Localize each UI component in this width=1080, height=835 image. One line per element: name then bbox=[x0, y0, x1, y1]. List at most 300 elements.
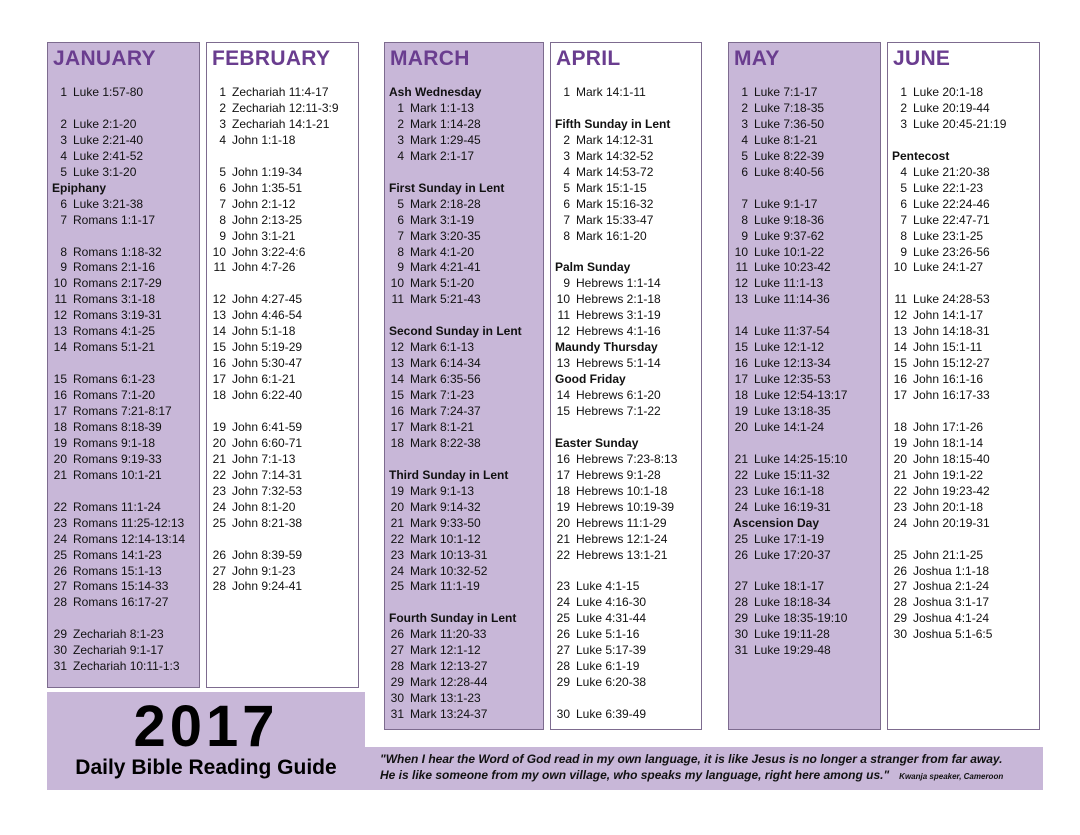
scripture-reference: Luke 6:39-49 bbox=[576, 707, 647, 722]
reading-entry bbox=[385, 484, 474, 498]
day-number: 24 bbox=[893, 515, 907, 530]
scripture-reference: John 7:14-31 bbox=[232, 467, 303, 482]
day-number: 1 bbox=[741, 85, 748, 99]
reading-entry bbox=[888, 165, 990, 179]
day-number: 17 bbox=[212, 372, 226, 387]
day-number: 5 bbox=[563, 180, 570, 195]
day-number: 9 bbox=[741, 228, 748, 243]
scripture-reference: Hebrews 12:1-24 bbox=[576, 531, 668, 546]
day-number: 23 bbox=[734, 483, 748, 498]
scripture-reference: Romans 9:19-33 bbox=[73, 451, 162, 466]
scripture-reference: Mark 14:32-52 bbox=[576, 148, 654, 163]
reading-entry bbox=[48, 245, 162, 259]
day-number: 24 bbox=[390, 563, 404, 578]
reading-entry bbox=[888, 260, 983, 274]
day-number: 3 bbox=[60, 132, 67, 147]
day-number: 3 bbox=[219, 116, 226, 131]
reading-entry bbox=[385, 420, 474, 434]
scripture-reference: Mark 5:1-20 bbox=[410, 276, 475, 291]
reading-entry bbox=[729, 260, 831, 274]
reading-entry bbox=[551, 276, 661, 290]
reading-entry bbox=[207, 292, 302, 306]
month-column-april bbox=[550, 42, 702, 730]
scripture-reference: Luke 6:20-38 bbox=[576, 675, 647, 690]
scripture-reference: Luke 17:20-37 bbox=[754, 547, 831, 562]
scripture-reference: Luke 16:1-18 bbox=[754, 483, 825, 498]
day-number: 7 bbox=[219, 196, 226, 211]
day-number: 16 bbox=[390, 404, 404, 418]
day-number: 29 bbox=[556, 675, 570, 690]
day-number: 2 bbox=[397, 116, 404, 131]
day-number: 23 bbox=[390, 547, 404, 562]
reading-entry bbox=[551, 404, 661, 418]
scripture-reference: Luke 6:1-19 bbox=[576, 659, 640, 674]
reading-entry bbox=[207, 165, 302, 179]
reading-entry bbox=[48, 197, 143, 211]
reading-entry bbox=[888, 579, 989, 593]
scripture-reference: Mark 13:24-37 bbox=[410, 707, 488, 722]
reading-entry bbox=[207, 117, 329, 131]
reading-entry bbox=[729, 133, 817, 147]
day-number: 5 bbox=[219, 164, 226, 179]
scripture-reference: Luke 22:47-71 bbox=[913, 212, 990, 227]
scripture-reference: Luke 7:18-35 bbox=[754, 100, 825, 115]
scripture-reference: Luke 13:18-35 bbox=[754, 404, 831, 418]
holiday-heading: First Sunday in Lent bbox=[389, 180, 505, 195]
day-number: 16 bbox=[734, 356, 748, 371]
day-number: 11 bbox=[735, 260, 748, 275]
holiday-heading: Maundy Thursday bbox=[555, 340, 658, 355]
reading-entry bbox=[48, 452, 162, 466]
scripture-reference: Luke 14:1-24 bbox=[754, 419, 825, 434]
day-number: 28 bbox=[212, 579, 226, 594]
reading-entry bbox=[729, 101, 824, 115]
title-panel bbox=[47, 692, 365, 790]
scripture-reference: Mark 10:1-12 bbox=[410, 531, 481, 546]
day-number: 14 bbox=[556, 388, 570, 403]
scripture-reference: Mark 15:33-47 bbox=[576, 212, 654, 227]
scripture-reference: Mark 4:21-41 bbox=[410, 260, 481, 275]
day-number: 22 bbox=[53, 499, 67, 514]
scripture-reference: Luke 12:35-53 bbox=[754, 372, 831, 387]
holiday-heading: Second Sunday in Lent bbox=[389, 324, 522, 339]
reading-entry bbox=[385, 276, 474, 290]
scripture-reference: Mark 9:14-32 bbox=[410, 499, 481, 514]
scripture-reference: Luke 11:37-54 bbox=[754, 324, 830, 339]
day-number: 12 bbox=[53, 308, 67, 323]
day-number: 22 bbox=[390, 531, 404, 546]
scripture-reference: Luke 4:31-44 bbox=[576, 611, 647, 626]
reading-entry bbox=[888, 516, 990, 530]
day-number: 17 bbox=[556, 467, 570, 482]
scripture-reference: Mark 1:14-28 bbox=[410, 116, 481, 131]
day-number: 18 bbox=[390, 435, 404, 450]
scripture-reference: Zechariah 14:1-21 bbox=[232, 116, 330, 131]
scripture-reference: Romans 2:1-16 bbox=[73, 260, 156, 275]
scripture-reference: Zechariah 12:11-3:9 bbox=[232, 100, 339, 115]
scripture-reference: Romans 11:1-24 bbox=[73, 499, 161, 514]
reading-entry bbox=[385, 229, 481, 243]
day-number: 19 bbox=[734, 404, 748, 418]
reading-entry bbox=[729, 292, 830, 306]
reading-entry bbox=[888, 564, 989, 578]
reading-entry bbox=[207, 181, 302, 195]
guide-subtitle: Daily Bible Reading Guide bbox=[75, 756, 337, 779]
day-number: 14 bbox=[734, 324, 748, 339]
day-number: 23 bbox=[556, 579, 570, 594]
scripture-reference: Mark 8:1-21 bbox=[410, 419, 475, 434]
reading-entry bbox=[729, 611, 847, 625]
holiday-heading: Good Friday bbox=[555, 372, 626, 387]
reading-entry bbox=[207, 85, 329, 99]
day-number: 18 bbox=[212, 388, 226, 403]
scripture-reference: Luke 23:1-25 bbox=[913, 228, 984, 243]
scripture-reference: Romans 12:14-13:14 bbox=[73, 531, 186, 546]
scripture-reference: Luke 7:1-17 bbox=[754, 85, 818, 99]
holiday-heading: Pentecost bbox=[892, 148, 950, 163]
reading-entry bbox=[207, 500, 295, 514]
day-number: 22 bbox=[212, 467, 226, 482]
day-number: 29 bbox=[390, 675, 404, 690]
scripture-reference: John 20:19-31 bbox=[913, 515, 990, 530]
reading-entry bbox=[551, 229, 647, 243]
scripture-reference: Mark 10:32-52 bbox=[410, 563, 488, 578]
day-number: 28 bbox=[53, 595, 67, 610]
day-number: 18 bbox=[893, 419, 907, 434]
reading-entry bbox=[48, 324, 155, 338]
scripture-reference: Luke 12:13-34 bbox=[754, 356, 831, 371]
day-number: 4 bbox=[60, 148, 67, 163]
scripture-reference: John 6:60-71 bbox=[232, 435, 303, 450]
scripture-reference: John 1:1-18 bbox=[232, 132, 296, 147]
scripture-reference: Mark 10:13-31 bbox=[410, 547, 488, 562]
scripture-reference: John 14:18-31 bbox=[913, 324, 990, 339]
scripture-reference: Luke 10:1-22 bbox=[754, 244, 825, 259]
scripture-reference: Mark 3:20-35 bbox=[410, 228, 481, 243]
day-number: 27 bbox=[734, 579, 748, 594]
reading-entry bbox=[888, 595, 989, 609]
day-number: 16 bbox=[893, 372, 907, 387]
day-number: 29 bbox=[893, 611, 907, 626]
reading-entry bbox=[48, 420, 162, 434]
day-number: 15 bbox=[53, 372, 67, 387]
reading-entry bbox=[551, 292, 661, 306]
day-number: 8 bbox=[219, 212, 226, 227]
day-number: 25 bbox=[893, 547, 907, 562]
reading-entry bbox=[551, 548, 667, 562]
day-number: 11 bbox=[213, 260, 226, 275]
scripture-reference: Joshua 5:1-6:5 bbox=[913, 627, 993, 642]
scripture-reference: John 2:1-12 bbox=[232, 196, 296, 211]
scripture-reference: Luke 15:11-32 bbox=[754, 467, 830, 482]
day-number: 10 bbox=[893, 260, 907, 275]
day-number: 9 bbox=[900, 244, 907, 259]
reading-entry bbox=[888, 197, 990, 211]
reading-entry bbox=[729, 117, 824, 131]
reading-entry bbox=[48, 117, 136, 131]
scripture-reference: Mark 15:16-32 bbox=[576, 196, 654, 211]
scripture-reference: Romans 4:1-25 bbox=[73, 324, 156, 339]
scripture-reference: John 18:15-40 bbox=[913, 451, 990, 466]
reading-entry bbox=[888, 500, 983, 514]
scripture-reference: Zechariah 10:11-1:3 bbox=[73, 659, 180, 674]
scripture-reference: Hebrews 1:1-14 bbox=[576, 276, 661, 291]
reading-entry bbox=[729, 643, 831, 657]
scripture-reference: John 20:1-18 bbox=[913, 499, 984, 514]
scripture-reference: John 4:7-26 bbox=[232, 260, 296, 275]
scripture-reference: Luke 2:1-20 bbox=[73, 116, 137, 131]
reading-entry bbox=[729, 420, 824, 434]
scripture-reference: Romans 15:1-13 bbox=[73, 563, 162, 578]
quote-text bbox=[380, 751, 1035, 785]
reading-entry bbox=[551, 149, 653, 163]
reading-entry bbox=[551, 516, 667, 530]
reading-entry bbox=[48, 548, 162, 562]
month-column-february bbox=[206, 42, 359, 688]
day-number: 13 bbox=[734, 292, 748, 307]
day-number: 16 bbox=[212, 356, 226, 371]
scripture-reference: Hebrews 2:1-18 bbox=[576, 292, 661, 307]
month-name: APRIL bbox=[556, 47, 621, 70]
scripture-reference: Romans 16:17-27 bbox=[73, 595, 169, 610]
day-number: 1 bbox=[219, 85, 226, 99]
day-number: 15 bbox=[734, 340, 748, 355]
scripture-reference: Hebrews 9:1-28 bbox=[576, 467, 661, 482]
reading-entry bbox=[551, 388, 661, 402]
day-number: 12 bbox=[212, 292, 226, 307]
reading-entry bbox=[385, 579, 480, 593]
day-number: 17 bbox=[390, 419, 404, 434]
day-number: 31 bbox=[390, 707, 404, 722]
reading-entry bbox=[551, 85, 646, 99]
reading-entry bbox=[729, 595, 831, 609]
day-number: 5 bbox=[900, 180, 907, 195]
day-number: 4 bbox=[397, 148, 404, 163]
scripture-reference: Luke 1:57-80 bbox=[73, 85, 144, 99]
holiday-heading: Easter Sunday bbox=[555, 435, 639, 450]
day-number: 15 bbox=[390, 388, 404, 403]
day-number: 11 bbox=[557, 308, 570, 323]
scripture-reference: Luke 11:14-36 bbox=[754, 292, 830, 307]
day-number: 6 bbox=[741, 164, 748, 179]
reading-entry bbox=[385, 659, 487, 673]
day-number: 24 bbox=[556, 595, 570, 610]
reading-entry bbox=[48, 532, 185, 546]
day-number: 2 bbox=[219, 100, 226, 115]
day-number: 20 bbox=[893, 451, 907, 466]
scripture-reference: Luke 9:1-17 bbox=[754, 196, 818, 211]
reading-entry bbox=[551, 707, 646, 721]
scripture-reference: Luke 7:36-50 bbox=[754, 116, 825, 131]
scripture-reference: John 6:22-40 bbox=[232, 388, 303, 403]
quote-attribution: Kwanja speaker, Cameroon bbox=[899, 772, 1004, 781]
scripture-reference: Hebrews 13:1-21 bbox=[576, 547, 668, 562]
scripture-reference: Mark 7:24-37 bbox=[410, 404, 481, 418]
day-number: 18 bbox=[53, 419, 67, 434]
scripture-reference: Luke 17:1-19 bbox=[754, 531, 825, 546]
reading-entry bbox=[729, 532, 824, 546]
day-number: 21 bbox=[212, 451, 226, 466]
reading-entry bbox=[207, 340, 302, 354]
day-number: 13 bbox=[556, 356, 570, 371]
day-number: 29 bbox=[734, 611, 748, 626]
day-number: 22 bbox=[893, 483, 907, 498]
reading-entry bbox=[385, 404, 481, 418]
day-number: 15 bbox=[212, 340, 226, 355]
scripture-reference: Romans 3:19-31 bbox=[73, 308, 162, 323]
reading-entry bbox=[48, 372, 155, 386]
scripture-reference: Luke 22:1-23 bbox=[913, 180, 984, 195]
reading-entry bbox=[888, 611, 989, 625]
reading-entry bbox=[888, 245, 990, 259]
reading-entry bbox=[551, 452, 677, 466]
day-number: 30 bbox=[556, 707, 570, 722]
scripture-reference: Luke 9:37-62 bbox=[754, 228, 825, 243]
reading-entry bbox=[48, 149, 143, 163]
reading-entry bbox=[48, 308, 162, 322]
reading-entry bbox=[385, 356, 481, 370]
scripture-reference: Luke 9:18-36 bbox=[754, 212, 825, 227]
month-column-may bbox=[728, 42, 881, 730]
day-number: 14 bbox=[893, 340, 907, 355]
day-number: 20 bbox=[734, 419, 748, 434]
reading-entry bbox=[551, 675, 646, 689]
scripture-reference: John 5:19-29 bbox=[232, 340, 303, 355]
reading-entry bbox=[551, 165, 653, 179]
scripture-reference: John 19:1-22 bbox=[913, 467, 984, 482]
scripture-reference: John 14:1-17 bbox=[913, 308, 984, 323]
reading-entry bbox=[207, 324, 295, 338]
day-number: 11 bbox=[894, 292, 907, 307]
day-number: 19 bbox=[893, 435, 907, 450]
reading-entry bbox=[888, 452, 990, 466]
scripture-reference: John 18:1-14 bbox=[913, 435, 984, 450]
day-number: 25 bbox=[53, 547, 67, 562]
scripture-reference: Luke 22:24-46 bbox=[913, 196, 990, 211]
day-number: 17 bbox=[893, 388, 907, 403]
day-number: 20 bbox=[556, 515, 570, 530]
reading-entry bbox=[48, 404, 172, 418]
day-number: 19 bbox=[556, 499, 570, 514]
scripture-reference: John 8:1-20 bbox=[232, 499, 296, 514]
day-number: 12 bbox=[734, 276, 748, 291]
reading-entry bbox=[207, 579, 302, 593]
day-number: 19 bbox=[390, 483, 404, 498]
reading-entry bbox=[48, 213, 155, 227]
day-number: 28 bbox=[556, 659, 570, 674]
reading-entry bbox=[888, 372, 983, 386]
scripture-reference: Hebrews 5:1-14 bbox=[576, 356, 661, 371]
reading-entry bbox=[385, 292, 481, 306]
scripture-reference: Romans 6:1-23 bbox=[73, 372, 156, 387]
scripture-reference: John 3:1-21 bbox=[232, 228, 296, 243]
scripture-reference: Romans 1:1-17 bbox=[73, 212, 156, 227]
reading-entry bbox=[385, 133, 481, 147]
holiday-heading: Fifth Sunday in Lent bbox=[555, 116, 671, 131]
scripture-reference: John 8:21-38 bbox=[232, 515, 303, 530]
reading-entry bbox=[207, 420, 302, 434]
scripture-reference: Luke 8:40-56 bbox=[754, 164, 825, 179]
reading-entry bbox=[551, 500, 674, 514]
day-number: 8 bbox=[563, 228, 570, 243]
scripture-reference: Romans 7:1-20 bbox=[73, 388, 156, 403]
reading-entry bbox=[207, 197, 295, 211]
day-number: 4 bbox=[741, 132, 748, 147]
scripture-reference: Luke 12:1-12 bbox=[754, 340, 825, 355]
day-number: 24 bbox=[734, 499, 748, 514]
day-number: 28 bbox=[734, 595, 748, 610]
day-number: 6 bbox=[397, 212, 404, 227]
holiday-heading: Ascension Day bbox=[733, 515, 820, 530]
month-column-june bbox=[887, 42, 1040, 730]
day-number: 9 bbox=[219, 228, 226, 243]
reading-entry bbox=[385, 340, 474, 354]
scripture-reference: Romans 15:14-33 bbox=[73, 579, 169, 594]
reading-entry bbox=[385, 627, 486, 641]
day-number: 1 bbox=[900, 85, 907, 99]
reading-entry bbox=[729, 149, 824, 163]
reading-entry bbox=[385, 532, 481, 546]
scripture-reference: Luke 16:19-31 bbox=[754, 499, 831, 514]
scripture-reference: Luke 19:29-48 bbox=[754, 643, 831, 658]
reading-entry bbox=[48, 579, 168, 593]
month-name: JANUARY bbox=[53, 47, 156, 70]
reading-entry bbox=[207, 436, 302, 450]
day-number: 12 bbox=[556, 324, 570, 339]
reading-entry bbox=[48, 659, 180, 673]
reading-entry bbox=[551, 532, 667, 546]
holiday-heading: Ash Wednesday bbox=[389, 85, 482, 99]
reading-entry bbox=[729, 500, 831, 514]
day-number: 7 bbox=[741, 196, 748, 211]
scripture-reference: Luke 8:1-21 bbox=[754, 132, 818, 147]
scripture-reference: Joshua 3:1-17 bbox=[913, 595, 990, 610]
scripture-reference: Luke 2:21-40 bbox=[73, 132, 144, 147]
day-number: 28 bbox=[893, 595, 907, 610]
day-number: 13 bbox=[53, 324, 67, 339]
reading-entry bbox=[385, 691, 481, 705]
day-number: 20 bbox=[390, 499, 404, 514]
day-number: 27 bbox=[556, 643, 570, 658]
reading-entry bbox=[385, 197, 481, 211]
day-number: 17 bbox=[734, 372, 748, 387]
scripture-reference: Luke 4:1-15 bbox=[576, 579, 640, 594]
scripture-reference: Romans 9:1-18 bbox=[73, 435, 156, 450]
reading-entry bbox=[385, 643, 481, 657]
day-number: 7 bbox=[563, 212, 570, 227]
scripture-reference: Mark 15:1-15 bbox=[576, 180, 647, 195]
scripture-reference: Hebrews 4:1-16 bbox=[576, 324, 661, 339]
reading-entry bbox=[888, 324, 990, 338]
reading-entry bbox=[888, 388, 990, 402]
day-number: 26 bbox=[734, 547, 748, 562]
scripture-reference: Luke 11:1-13 bbox=[754, 276, 824, 291]
day-number: 27 bbox=[212, 563, 226, 578]
day-number: 16 bbox=[556, 451, 570, 466]
day-number: 3 bbox=[563, 148, 570, 163]
reading-entry bbox=[385, 213, 474, 227]
reading-entry bbox=[385, 388, 474, 402]
day-number: 30 bbox=[53, 643, 67, 658]
scripture-reference: Luke 5:1-16 bbox=[576, 627, 640, 642]
day-number: 12 bbox=[390, 340, 404, 355]
day-number: 26 bbox=[212, 547, 226, 562]
reading-entry bbox=[729, 388, 847, 402]
day-number: 25 bbox=[212, 515, 226, 530]
reading-entry bbox=[729, 452, 847, 466]
reading-entry bbox=[551, 197, 653, 211]
reading-entry bbox=[551, 579, 639, 593]
